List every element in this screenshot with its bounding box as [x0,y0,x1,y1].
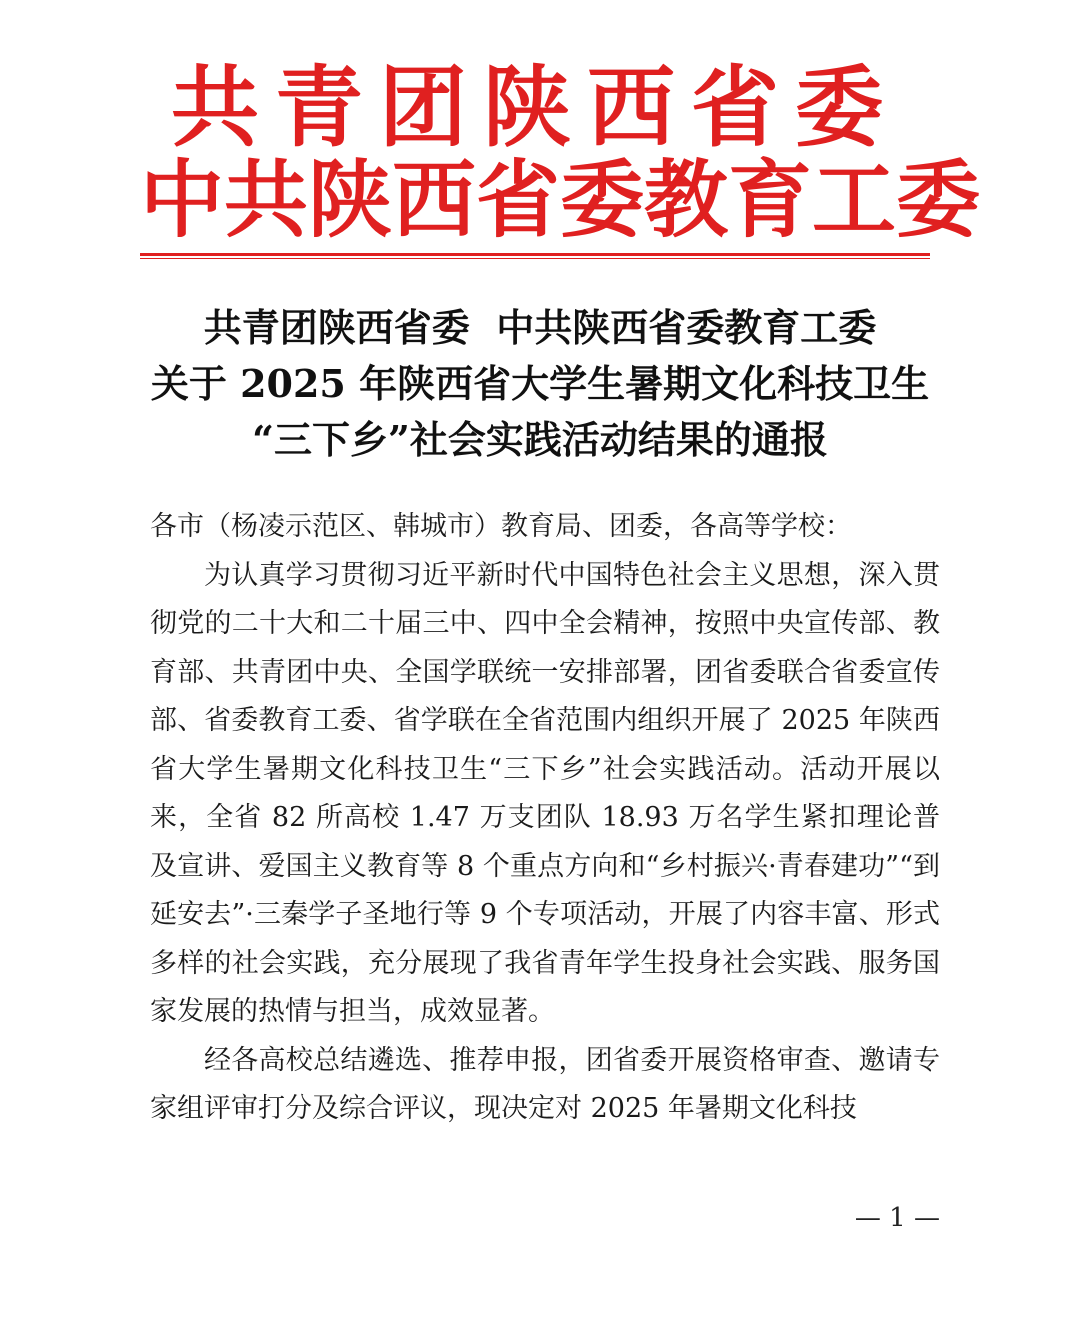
document-header [140,56,981,249]
body-paragraph-2: 经各高校总结遴选、推荐申报，团省委开展资格审查、邀请专家组评审打分及综合评议，现决定对 2025 年暑期文化科技 [150,1044,940,1124]
title-line-2: 关于 2025 年陕西省大学生暑期文化科技卫生 [150,361,930,406]
header-line-2: 中共陕西省委教育工委 [140,151,981,249]
document-body [150,503,940,1134]
header-line-1: 共青团陕西省委 [170,56,899,159]
title-line-3: “三下乡”社会实践活动结果的通报 [252,417,828,462]
page-number: — 1 — [854,1203,940,1233]
title-line-1: 共青团陕西省委 中共陕西省委教育工委 [203,305,877,350]
body-paragraph-1: 为认真学习贯彻习近平新时代中国特色社会主义思想，深入贯彻党的二十大和二十届三中、四中全会精神，按照中央宣传部、教育部、共青团中央、全国学联统一安排部署，团省委联合省委宣传部、省委教育工委、省学联在全省范围内组织开展了 2025 年陕西省大学生暑期文化科技卫生“三下乡”社会实践活动。活动开展以来，全省 82 所高校 1.47 万支团队 18.93 万名学生紧扣理论普及宣讲、爱国主义教育等 8 个重点方向和“乡村振兴·青春建功”“到延安去”·三秦学子圣地行等 9 个专项活动，开展了内容丰富、形式多样的社会实践，充分展现了我省青年学生投身社会实践、服务国家发展的热情与担当，成效显著。 [150,559,940,1027]
header-red-rule [140,253,930,259]
salutation: 各市（杨凌示范区、韩城市）教育局、团委，各高等学校： [150,511,852,542]
document-title [140,300,940,468]
